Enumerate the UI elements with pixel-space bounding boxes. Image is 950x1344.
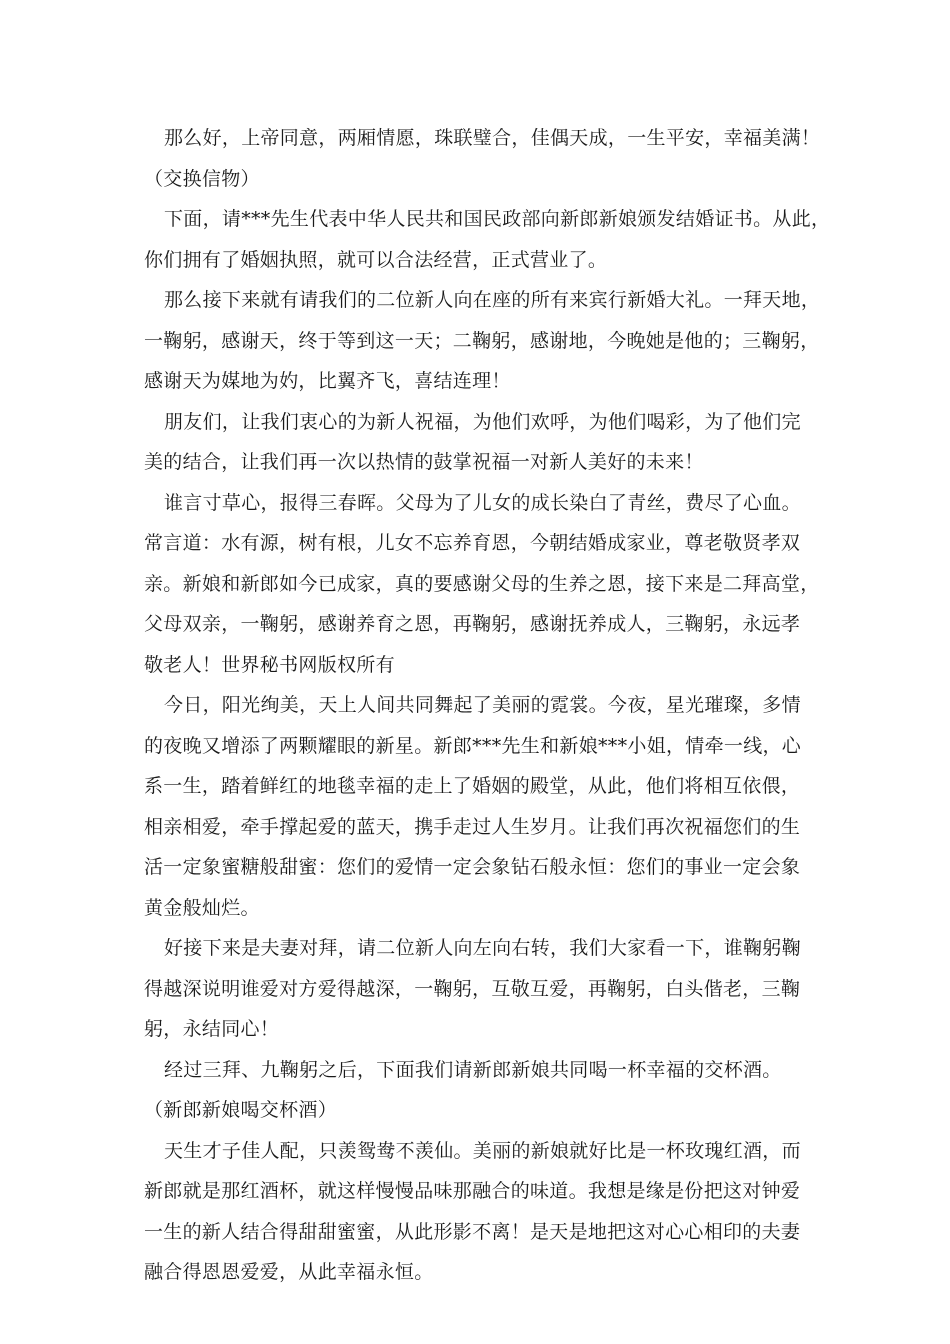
document-body [144, 118, 831, 1293]
text-line: 那么好，上帝同意，两厢情愿，珠联璧合，佳偶天成，一生平安，幸福美满！ [164, 127, 821, 149]
text-line: 你们拥有了婚姻执照，就可以合法经营，正式营业了。 [144, 248, 608, 271]
text-line: 经过三拜、九鞠躬之后，下面我们请新郎新娘共同喝一杯幸福的交杯酒。 [164, 1058, 782, 1081]
text-line: 一生的新人结合得甜甜蜜蜜，从此形影不离！是天是地把这对心心相印的夫妻 [144, 1220, 801, 1243]
text-line: 好接下来是夫妻对拜，请二位新人向左向右转，我们大家看一下，谁鞠躬鞠 [164, 937, 801, 959]
text-line: 美的结合，让我们再一次以热情的鼓掌祝福一对新人美好的未来！ [144, 451, 704, 473]
text-line: 躬，永结同心！ [144, 1018, 280, 1040]
text-line: 今日，阳光绚美，天上人间共同舞起了美丽的霓裳。今夜，星光璀璨，多情 [164, 694, 801, 716]
text-line: 系一生，踏着鲜红的地毯幸福的走上了婚姻的殿堂，从此，他们将相互依偎， [144, 775, 801, 797]
text-line: （新郎新娘喝交杯酒） [144, 1099, 338, 1121]
text-line: 感谢天为媒地为妁，比翼齐飞，喜结连理！ [144, 370, 511, 392]
text-line: 天生才子佳人配，只羡鸳鸯不羡仙。美丽的新娘就好比是一杯玫瑰红酒，而 [164, 1139, 801, 1162]
text-line: 敬老人！世界秘书网版权所有 [144, 653, 395, 676]
text-line: 的夜晚又增添了两颗耀眼的新星。新郎***先生和新娘***小姐，情牵一线，心 [144, 734, 802, 757]
text-line: 活一定象蜜糖般甜蜜：您们的爱情一定会象钻石般永恒：您们的事业一定会象 [144, 856, 801, 878]
text-line: 谁言寸草心，报得三春晖。父母为了儿女的成长染白了青丝，费尽了心血。 [164, 491, 801, 514]
text-line: 一鞠躬，感谢天，终于等到这一天；二鞠躬，感谢地，今晚她是他的；三鞠躬， [144, 329, 820, 352]
text-line: 得越深说明谁爱对方爱得越深，一鞠躬，互敬互爱，再鞠躬，白头偕老，三鞠 [144, 977, 801, 1000]
text-line: 新郎就是那红酒杯，就这样慢慢品味那融合的味道。我想是缘是份把这对钟爱 [144, 1180, 801, 1202]
text-line: 朋友们，让我们衷心的为新人祝福，为他们欢呼，为他们喝彩，为了他们完 [164, 410, 801, 433]
text-line: 常言道：水有源，树有根，儿女不忘养育恩，今朝结婚成家业，尊老敬贤孝双 [144, 532, 801, 554]
text-line: 黄金般灿烂。 [144, 896, 260, 919]
text-line: 亲。新娘和新郎如今已成家，真的要感谢父母的生养之恩，接下来是二拜高堂， [144, 572, 820, 595]
text-line: 相亲相爱，牵手撑起爱的蓝天，携手走过人生岁月。让我们再次祝福您们的生 [144, 815, 801, 838]
text-line: 下面，请***先生代表中华人民共和国民政部向新郎新娘颁发结婚证书。从此， [164, 208, 831, 230]
text-line: 那么接下来就有请我们的二位新人向在座的所有来宾行新婚大礼。一拜天地， [164, 289, 821, 311]
text-line: （交换信物） [144, 167, 260, 190]
text-line: 融合得恩恩爱爱，从此幸福永恒。 [144, 1261, 434, 1283]
text-line: 父母双亲，一鞠躬，感谢养育之恩，再鞠躬，感谢抚养成人，三鞠躬，永远孝 [144, 613, 801, 635]
